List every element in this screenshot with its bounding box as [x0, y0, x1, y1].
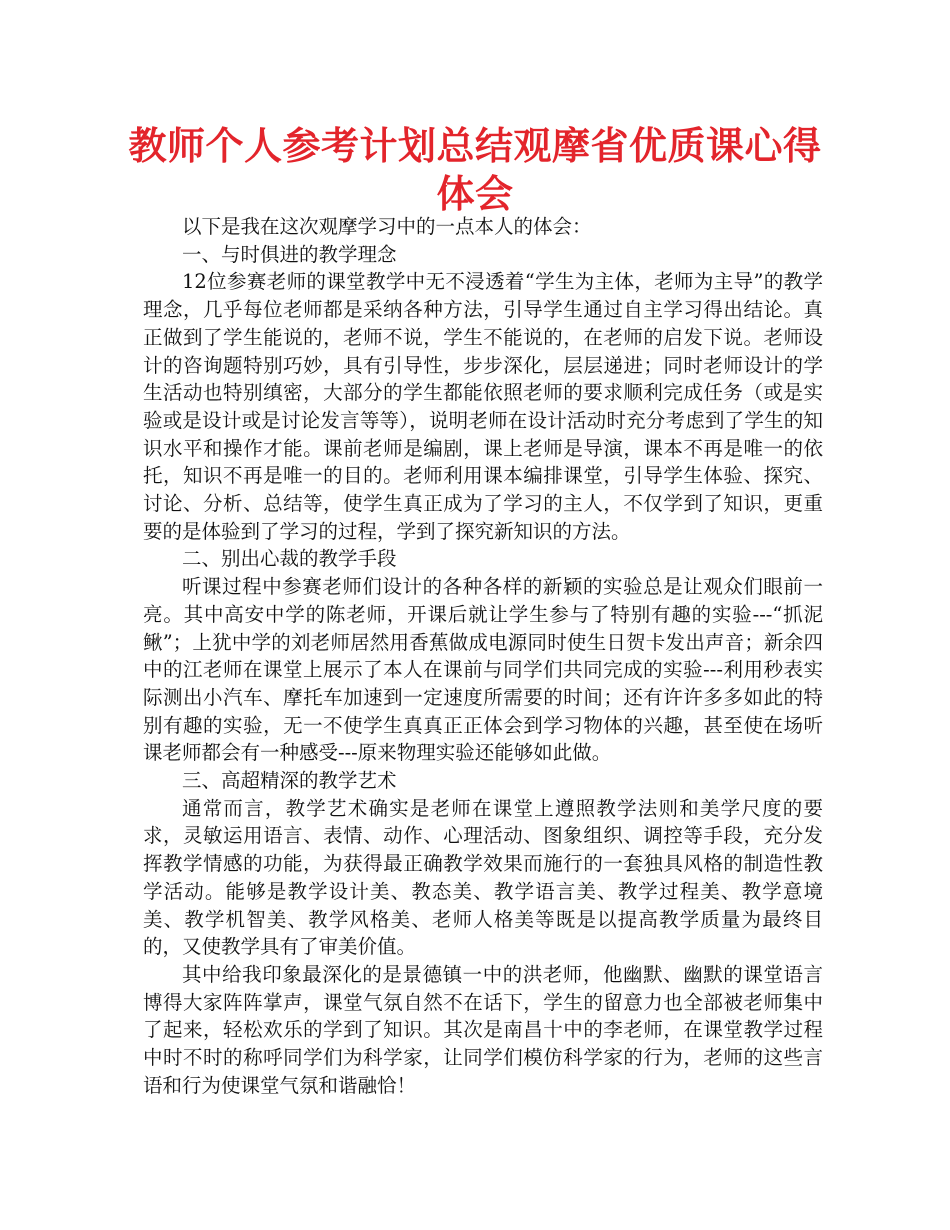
section-3-paragraph-1: 通常而言，教学艺术确实是老师在课堂上遵照教学法则和美学尺度的要求，灵敏运用语言、表情、动作、心理活动、图象组织、调控等手段，充分发挥教学情感的功能，为获得最正确教学效果而施行的一套独具风格的制造性教学活动。能够是教学设计美、教态美、教学语言美、教学过程美、教学意境美、教学机智美、教学风格美、老师人格美等既是以提高教学质量为最终目的，又使教学具有了审美价值。 [143, 796, 823, 959]
section-1-paragraph-1: 12位参赛老师的课堂教学中无不浸透着“学生为主体，老师为主导”的教学理念，几乎每位老师都是采纳各种方法，引导学生通过自主学习得出结论。真正做到了学生能说的，老师不说，学生不能说的，在老师的启发下说。老师设计的咨询题特别巧妙，具有引导性，步步深化，层层递进；同时老师设计的学生活动也特别缜密，大部分的学生都能依照老师的要求顺利完成任务（或是实验或是设计或是讨论发言等等），说明老师在设计活动时充分考虑到了学生的知识水平和操作才能。课前老师是编剧，课上老师是导演，课本不再是唯一的依托，知识不再是唯一的目的。老师利用课本编排课堂，引导学生体验、探究、讨论、分析、总结等，使学生真正成为了学习的主人，不仅学到了知识，更重要的是体验到了学习的过程，学到了探究新知识的方法。 [143, 270, 823, 543]
document-title: 教师个人参考计划总结观摩省优质课心得体会 [128, 124, 822, 216]
section-3-paragraph-2: 其中给我印象最深化的是景德镇一中的洪老师，他幽默、幽默的课堂语言博得大家阵阵掌声，课堂气氛自然不在话下，学生的留意力也全部被老师集中了起来，轻松欢乐的学到了知识。其次是南昌十中的李老师，在课堂教学过程中时不时的称呼同学们为科学家，让同学们模仿科学家的行为，老师的这些言语和行为使课堂气氛和谐融恰！ [143, 962, 823, 1097]
section-heading-1: 一、与时俱进的教学理念 [182, 242, 397, 266]
document-body [143, 213, 823, 1100]
intro-paragraph: 以下是我在这次观摩学习中的一点本人的体会： [182, 215, 592, 238]
section-heading-2: 二、别出心裁的教学手段 [182, 547, 397, 571]
section-2-paragraph-1: 听课过程中参赛老师们设计的各种各样的新颖的实验总是让观众们眼前一亮。其中高安中学的陈老师，开课后就让学生参与了特别有趣的实验---“抓泥鳅”；上犹中学的刘老师居然用香蕉做成电源同时使生日贺卡发出声音；新余四中的江老师在课堂上展示了本人在课前与同学们共同完成的实验---利用秒表实际测出小汽车、摩托车加速到一定速度所需要的时间；还有许许多多如此的特别有趣的实验，无一不使学生真真正正体会到学习物体的兴趣，甚至使在场听课老师都会有一种感受---原来物理实验还能够如此做。 [143, 575, 823, 765]
section-heading-3: 三、高超精深的教学艺术 [182, 769, 397, 793]
